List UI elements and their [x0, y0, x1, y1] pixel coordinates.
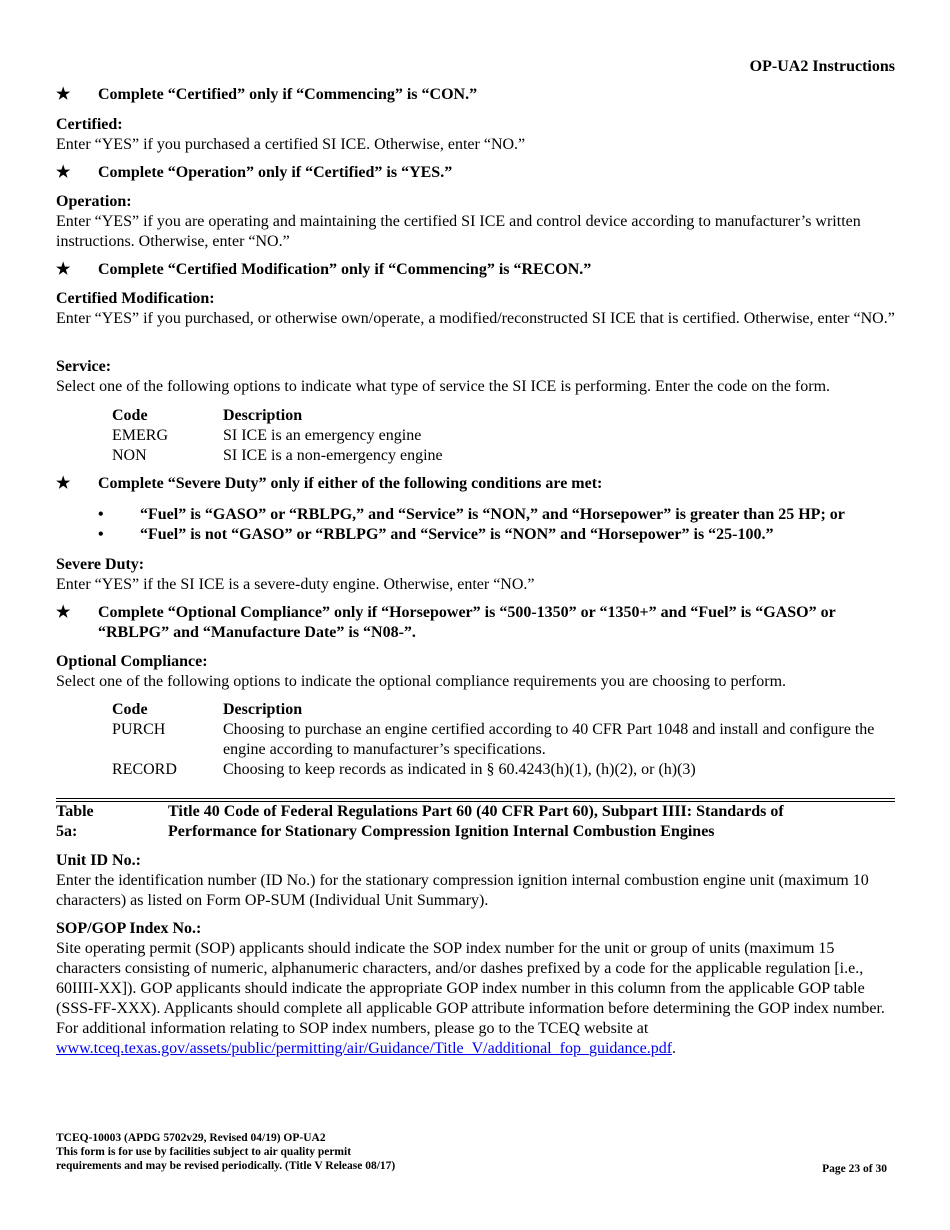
table-label: Table 5a:: [56, 803, 94, 840]
section-certified: [56, 115, 895, 155]
section-heading: SOP/GOP Index No.:: [56, 920, 202, 937]
code-cell: EMERG: [112, 427, 168, 444]
description-cell: Choosing to keep records as indicated in § 60.4243(h)(1), (h)(2), or (h)(3): [223, 761, 696, 778]
table-title: Title 40 Code of Federal Regulations Part 60 (40 CFR Part 60), Subpart IIII: Standards of Performance for Stationary Compression Ignition Internal Combustion Engines: [168, 803, 784, 840]
section-heading: Operation:: [56, 193, 132, 210]
condition-text: Complete “Optional Compliance” only if “Horsepower” is “500-1350” or “1350+” and “Fuel” is “GASO” or “RBLPG” and “Manufacture Date” is “N08-”.: [98, 604, 836, 641]
section-operation: [56, 192, 895, 252]
star-icon: ★: [56, 261, 71, 278]
column-header-description: Description: [223, 701, 303, 718]
bullet-icon: •: [98, 526, 104, 543]
sentence-end: .: [672, 1040, 677, 1057]
guidance-link[interactable]: www.tceq.texas.gov/assets/public/permitting/air/Guidance/Title_V/additional_fop_guidance.pdf: [56, 1040, 673, 1057]
code-cell: NON: [112, 447, 147, 464]
condition-text: Complete “Certified” only if “Commencing” is “CON.”: [98, 86, 478, 103]
section-body: Site operating permit (SOP) applicants should indicate the SOP index number for the unit or group of units (maximum 15 characters consisting of numeric, alphanumeric characters, and/or dashes prefixed by a code for the applicable regulation [i.e., 60IIII-XX]). GOP applicants should indicate the appropriate GOP index number in this column from the applicable GOP table (SSS-FF-XXX). Applicants should complete all applicable GOP attribute information before determining the GOP index number. For additional information relating to SOP index numbers, please go to the TCEQ website at: [56, 940, 885, 1037]
section-sop-gop-index: [56, 919, 895, 1059]
star-icon: ★: [56, 164, 71, 181]
section-heading: Severe Duty:: [56, 556, 145, 573]
page-header-title: OP-UA2 Instructions: [749, 58, 895, 75]
condition-text: Complete “Certified Modification” only if “Commencing” is “RECON.”: [98, 261, 592, 278]
page-number: Page 23 of 30: [822, 1163, 887, 1175]
star-icon: ★: [56, 604, 71, 621]
section-heading: Service:: [56, 358, 112, 375]
section-severe-duty: [56, 555, 895, 595]
section-body: Enter “YES” if the SI ICE is a severe-duty engine. Otherwise, enter “NO.”: [56, 576, 535, 593]
code-cell: RECORD: [112, 761, 177, 778]
section-body: Enter “YES” if you are operating and maintaining the certified SI ICE and control device according to manufacturer’s written instructions. Otherwise, enter “NO.”: [56, 213, 861, 250]
section-heading: Certified Modification:: [56, 290, 215, 307]
section-unit-id: [56, 851, 895, 911]
section-optional-compliance: [56, 652, 895, 692]
section-body: Enter the identification number (ID No.) for the stationary compression ignition internal combustion engine unit (maximum 10 characters) as listed on Form OP-SUM (Individual Unit Summary).: [56, 872, 869, 909]
section-body: Enter “YES” if you purchased, or otherwise own/operate, a modified/reconstructed SI ICE that is certified. Otherwise, enter “NO.”: [56, 310, 895, 327]
description-cell: SI ICE is an emergency engine: [223, 427, 422, 444]
section-service: [56, 357, 895, 397]
code-cell: PURCH: [112, 721, 166, 738]
star-icon: ★: [56, 475, 71, 492]
footer-line: TCEQ-10003 (APDG 5702v29, Revised 04/19) OP-UA2: [56, 1132, 326, 1144]
section-body: Enter “YES” if you purchased a certified SI ICE. Otherwise, enter “NO.”: [56, 136, 526, 153]
column-header-description: Description: [223, 407, 303, 424]
footer-form-info: [56, 1131, 395, 1173]
section-certified-modification: [56, 289, 895, 329]
condition-text: Complete “Operation” only if “Certified” is “YES.”: [98, 164, 453, 181]
section-body: Select one of the following options to indicate the optional compliance requirements you are choosing to perform.: [56, 673, 787, 690]
footer-line: This form is for use by facilities subject to air quality permit: [56, 1146, 352, 1158]
description-cell: SI ICE is a non-emergency engine: [223, 447, 443, 464]
star-icon: ★: [56, 86, 71, 103]
footer-line: requirements and may be revised periodically. (Title V Release 08/17): [56, 1160, 396, 1172]
bullet-icon: •: [98, 506, 104, 523]
description-cell: Choosing to purchase an engine certified according to 40 CFR Part 1048 and install and configure the engine according to manufacturer’s specifications.: [223, 721, 875, 758]
section-heading: Certified:: [56, 116, 123, 133]
bullet-text: “Fuel” is “GASO” or “RBLPG,” and “Service” is “NON,” and “Horsepower” is greater than 25 HP; or: [140, 506, 845, 523]
table-divider-rule: [56, 798, 895, 799]
bullet-text: “Fuel” is not “GASO” or “RBLPG” and “Service” is “NON” and “Horsepower” is “25-100.”: [140, 526, 774, 543]
condition-text: Complete “Severe Duty” only if either of the following conditions are met:: [98, 475, 603, 492]
column-header-code: Code: [112, 407, 148, 424]
section-body: Select one of the following options to indicate what type of service the SI ICE is performing. Enter the code on the form.: [56, 378, 831, 395]
column-header-code: Code: [112, 701, 148, 718]
section-heading: Unit ID No.:: [56, 852, 141, 869]
section-heading: Optional Compliance:: [56, 653, 208, 670]
